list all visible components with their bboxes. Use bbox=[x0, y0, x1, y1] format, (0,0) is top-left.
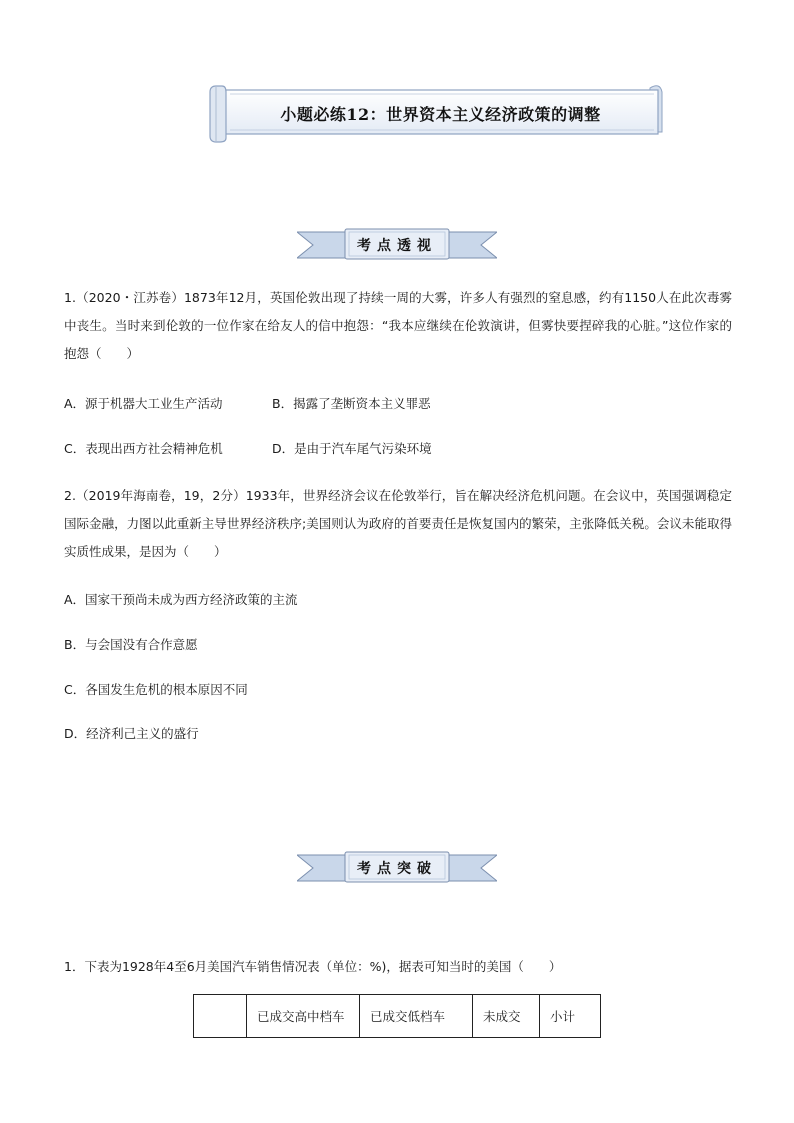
section-label: 考点突破 bbox=[357, 861, 437, 877]
table-header-cell: 已成交高中档车 bbox=[247, 995, 360, 1038]
question-1-options-row1 bbox=[64, 394, 431, 414]
table-header-cell: 小计 bbox=[540, 995, 601, 1038]
question-3-text: 1．下表为1928年4至6月美国汽车销售情况表（单位：%)，据表可知当时的美国（ ） bbox=[64, 959, 562, 974]
question-2-text: 2.（2019年海南卷，19，2分）1933年，世界经济会议在伦敦举行，旨在解决经济危机问题。在会议中，英国强调稳定国际金融，力图以此重新主导世界经济秩序;美国则认为政府的首要责任是恢复国内的繁荣，主张降低关税。会议未能取得实质性成果，是因为（ ） bbox=[64, 488, 732, 559]
table-header-cell: 未成交 bbox=[473, 995, 540, 1038]
page-title: 小题必练12：世界资本主义经济政策的调整 bbox=[280, 104, 601, 124]
question-1-options-row2 bbox=[64, 439, 432, 459]
sales-table bbox=[193, 994, 601, 1038]
option-b[interactable]: B．与会国没有合作意愿 bbox=[64, 637, 198, 652]
section-label: 考点透视 bbox=[357, 238, 437, 254]
option-a[interactable]: A．源于机器大工业生产活动 bbox=[64, 396, 223, 411]
option-d[interactable]: D．是由于汽车尾气污染环境 bbox=[272, 441, 432, 456]
section-header-1 bbox=[297, 228, 497, 264]
section-header-2 bbox=[297, 851, 497, 887]
table-header-cell: 已成交低档车 bbox=[360, 995, 473, 1038]
table-header-cell bbox=[194, 995, 247, 1038]
question-1-text: 1.（2020・江苏卷）1873年12月，英国伦敦出现了持续一周的大雾，许多人有强烈的窒息感，约有1150人在此次毒雾中丧生。当时来到伦敦的一位作家在给友人的信中抱怨：“我本应继续在伦敦演讲，但雾快要捏碎我的心脏。”这位作家的抱怨（ ） bbox=[64, 290, 732, 361]
option-c[interactable]: C．表现出西方社会精神危机 bbox=[64, 441, 223, 456]
option-a[interactable]: A．国家干预尚未成为西方经济政策的主流 bbox=[64, 592, 298, 607]
option-c[interactable]: C．各国发生危机的根本原因不同 bbox=[64, 682, 248, 697]
table-header-row bbox=[194, 995, 601, 1038]
option-b[interactable]: B．揭露了垄断资本主义罪恶 bbox=[272, 396, 431, 411]
title-banner bbox=[208, 84, 663, 139]
option-d[interactable]: D．经济利己主义的盛行 bbox=[64, 726, 199, 741]
